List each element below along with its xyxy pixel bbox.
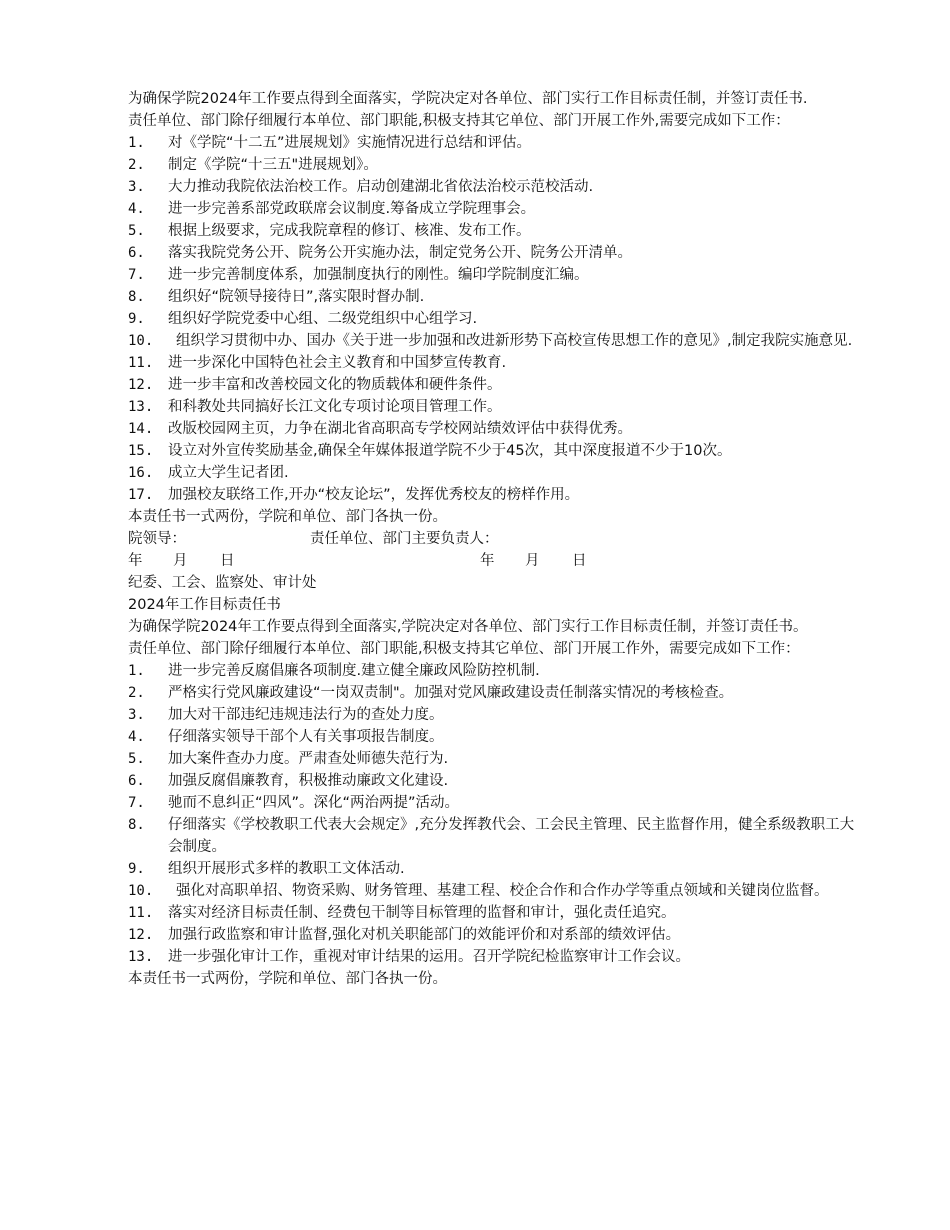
list-item bbox=[90, 770, 860, 792]
date-month: 月 bbox=[173, 553, 188, 569]
item-number: 3. bbox=[128, 707, 145, 723]
item-text: 加大案件查办力度。严肃查处师德失范行为. bbox=[168, 751, 449, 767]
item-text: 进一步深化中国特色社会主义教育和中国梦宣传教育. bbox=[168, 355, 507, 371]
date-year: 年 bbox=[480, 553, 495, 569]
list-item bbox=[90, 418, 860, 440]
leader-date bbox=[128, 550, 480, 572]
list-item bbox=[90, 330, 860, 352]
item-number: 15. bbox=[128, 443, 154, 459]
doc2-task-list bbox=[90, 660, 860, 968]
item-text: 和科教处共同搞好长江文化专项讨论项目管理工作。 bbox=[168, 399, 502, 415]
list-item bbox=[90, 902, 860, 924]
signature-row bbox=[90, 528, 860, 550]
item-number: 9. bbox=[128, 311, 145, 327]
item-text: 落实我院党务公开、院务公开实施办法，制定党务公开、院务公开清单。 bbox=[168, 245, 632, 261]
item-number: 16. bbox=[128, 465, 154, 481]
item-text: 加大对干部违纪违规违法行为的查处力度。 bbox=[168, 707, 444, 723]
item-text: 组织好学院党委中心组、二级党组织中心组学习. bbox=[168, 311, 478, 327]
list-item bbox=[90, 704, 860, 726]
unit-date bbox=[480, 550, 602, 572]
list-item bbox=[90, 814, 860, 858]
item-text: 根据上级要求，完成我院章程的修订、核准、发布工作。 bbox=[168, 223, 531, 239]
doc1-closing: 本责任书一式两份，学院和单位、部门各执一份。 bbox=[128, 509, 447, 525]
item-number: 7. bbox=[128, 795, 145, 811]
list-item bbox=[90, 286, 860, 308]
item-number: 13. bbox=[128, 399, 154, 415]
date-day: 日 bbox=[220, 553, 235, 569]
list-item bbox=[90, 748, 860, 770]
date-year: 年 bbox=[128, 553, 143, 569]
item-text: 制定《学院“十三五"进展规划》。 bbox=[168, 157, 378, 173]
list-item bbox=[90, 946, 860, 968]
sign-leader-label: 院领导： bbox=[128, 531, 186, 547]
list-item bbox=[90, 242, 860, 264]
item-text: 进一步完善反腐倡廉各项制度.建立健全廉政风险防控机制. bbox=[168, 663, 540, 679]
item-text: 组织好“院领导接待日”,落实限时督办制. bbox=[168, 289, 425, 305]
list-item bbox=[90, 396, 860, 418]
item-number: 9. bbox=[128, 861, 145, 877]
item-text: 进一步强化审计工作，重视对审计结果的运用。召开学院纪检监察审计工作会议。 bbox=[168, 949, 690, 965]
item-number: 13. bbox=[128, 949, 154, 965]
item-number: 11. bbox=[128, 905, 154, 921]
list-item bbox=[90, 154, 860, 176]
item-number: 4. bbox=[128, 729, 145, 745]
item-number: 10. bbox=[128, 333, 154, 349]
item-text: 设立对外宣传奖励基金,确保全年媒体报道学院不少于45次，其中深度报道不少于10次。 bbox=[168, 443, 732, 459]
item-number: 12. bbox=[128, 377, 154, 393]
list-item bbox=[90, 924, 860, 946]
doc1-intro: 为确保学院2024年工作要点得到全面落实，学院决定对各单位、部门实行工作目标责任制，并签订责任书. bbox=[128, 91, 808, 107]
item-number: 8. bbox=[128, 289, 145, 305]
item-number: 10. bbox=[128, 883, 154, 899]
list-item bbox=[90, 484, 860, 506]
item-number: 6. bbox=[128, 773, 145, 789]
item-number: 12. bbox=[128, 927, 154, 943]
item-text: 改版校园网主页，力争在湖北省高职高专学校网站绩效评估中获得优秀。 bbox=[168, 421, 632, 437]
item-text: 对《学院“十二五”进展规划》实施情况进行总结和评估。 bbox=[168, 135, 532, 151]
doc2-duty: 责任单位、部门除仔细履行本单位、部门职能,积极支持其它单位、部门开展工作外，需要完成如下工作： bbox=[128, 641, 800, 657]
item-number: 4. bbox=[128, 201, 145, 217]
item-text: 加强校友联络工作,开办“校友论坛”，发挥优秀校友的榜样作用。 bbox=[168, 487, 580, 503]
list-item bbox=[90, 176, 860, 198]
item-number: 7. bbox=[128, 267, 145, 283]
item-text: 驰而不息纠正“四风”。深化“两治两提”活动。 bbox=[168, 795, 460, 811]
list-item bbox=[90, 220, 860, 242]
item-number: 1. bbox=[128, 135, 145, 151]
item-text: 仔细落实领导干部个人有关事项报告制度。 bbox=[168, 729, 444, 745]
item-number: 6. bbox=[128, 245, 145, 261]
doc2-title: 2024年工作目标责任书 bbox=[128, 597, 281, 613]
date-month: 月 bbox=[525, 553, 540, 569]
item-number: 2. bbox=[128, 685, 145, 701]
list-item bbox=[90, 264, 860, 286]
item-text: 大力推动我院依法治校工作。启动创建湖北省依法治校示范校活动. bbox=[168, 179, 594, 195]
list-item bbox=[90, 132, 860, 154]
list-item bbox=[90, 440, 860, 462]
item-text: 强化对高职单招、物资采购、财务管理、基建工程、校企合作和合作办学等重点领域和关键岗位监督。 bbox=[176, 883, 829, 899]
list-item bbox=[90, 374, 860, 396]
list-item bbox=[90, 660, 860, 682]
list-item bbox=[90, 726, 860, 748]
item-number: 3. bbox=[128, 179, 145, 195]
list-item bbox=[90, 858, 860, 880]
item-number: 14. bbox=[128, 421, 154, 437]
doc2-unit: 纪委、工会、监察处、审计处 bbox=[128, 575, 317, 591]
list-item bbox=[90, 198, 860, 220]
sign-unit-label: 责任单位、部门主要负责人： bbox=[310, 531, 499, 547]
list-item bbox=[90, 352, 860, 374]
list-item bbox=[90, 792, 860, 814]
item-number: 17. bbox=[128, 487, 154, 503]
doc2-closing: 本责任书一式两份，学院和单位、部门各执一份。 bbox=[128, 971, 447, 987]
item-text: 严格实行党风廉政建设“一岗双责制"。加强对党风廉政建设责任制落实情况的考核检查。 bbox=[168, 685, 734, 701]
item-number: 8. bbox=[128, 817, 145, 833]
item-number: 1. bbox=[128, 663, 145, 679]
item-text: 组织开展形式多样的教职工文体活动. bbox=[168, 861, 405, 877]
doc1-task-list bbox=[90, 132, 860, 506]
list-item bbox=[90, 462, 860, 484]
item-number: 5. bbox=[128, 751, 145, 767]
item-number: 11. bbox=[128, 355, 154, 371]
item-number: 5. bbox=[128, 223, 145, 239]
item-text: 落实对经济目标责任制、经费包干制等目标管理的监督和审计，强化责任追究。 bbox=[168, 905, 676, 921]
item-text: 进一步丰富和改善校园文化的物质载体和硬件条件。 bbox=[168, 377, 502, 393]
list-item bbox=[90, 308, 860, 330]
item-text: 加强行政监察和审计监督,强化对机关职能部门的效能评价和对系部的绩效评估。 bbox=[168, 927, 681, 943]
item-text: 仔细落实《学校教职工代表大会规定》,充分发挥教代会、工会民主管理、民主监督作用，健全系级教职工大会制度。 bbox=[168, 817, 855, 855]
item-text: 成立大学生记者团. bbox=[168, 465, 289, 481]
item-number: 2. bbox=[128, 157, 145, 173]
date-day: 日 bbox=[572, 553, 587, 569]
item-text: 加强反腐倡廉教育，积极推动廉政文化建设. bbox=[168, 773, 449, 789]
doc1-duty: 责任单位、部门除仔细履行本单位、部门职能,积极支持其它单位、部门开展工作外,需要完成如下工作： bbox=[128, 113, 790, 129]
doc2-intro: 为确保学院2024年工作要点得到全面落实,学院决定对各单位、部门实行工作目标责任制，并签订责任书。 bbox=[128, 619, 808, 635]
date-row bbox=[90, 550, 860, 572]
list-item bbox=[90, 682, 860, 704]
list-item bbox=[90, 880, 860, 902]
item-text: 进一步完善系部党政联席会议制度.筹备成立学院理事会。 bbox=[168, 201, 536, 217]
item-text: 进一步完善制度体系，加强制度执行的刚性。编印学院制度汇编。 bbox=[168, 267, 589, 283]
item-text: 组织学习贯彻中办、国办《关于进一步加强和改进新形势下高校宣传思想工作的意见》,制定我院实施意见. bbox=[176, 333, 853, 349]
